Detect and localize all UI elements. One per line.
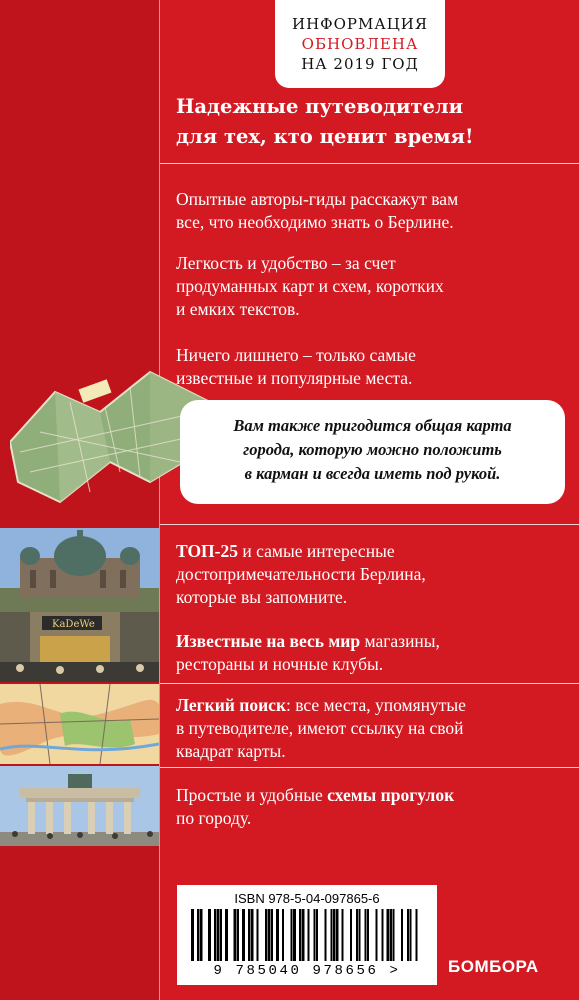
- tagline: [176, 92, 576, 152]
- feature-text: магазины,: [360, 631, 440, 651]
- barcode-bar: [271, 909, 273, 961]
- isbn-text: ISBN 978-5-04-097865-6: [234, 891, 380, 906]
- callout-line: в карман и всегда иметь под рукой.: [244, 464, 501, 483]
- feature-line: квадрат карты.: [176, 741, 286, 761]
- barcode-bar: [191, 909, 194, 961]
- feature-line: достопримечательности Берлина,: [176, 564, 426, 584]
- divider-line: [160, 683, 579, 684]
- barcode-bar: [293, 909, 296, 961]
- paragraph-authors: [176, 188, 571, 234]
- divider-line: [160, 163, 579, 164]
- barcode-bar: [214, 909, 216, 961]
- barcode-digits: 9 785040 978656 >: [213, 963, 401, 979]
- kadewe-photo: [0, 612, 159, 682]
- barcode-bar: [314, 909, 316, 961]
- paragraph-line: Опытные авторы-гиды расскажут вам: [176, 189, 459, 209]
- barcode-bar: [200, 909, 203, 961]
- barcode-bar: [376, 909, 378, 961]
- barcode-bar: [299, 909, 301, 961]
- barcode-bar: [407, 909, 409, 961]
- paragraph-line: и емких текстов.: [176, 299, 300, 319]
- feature-text: Простые и удобные: [176, 785, 328, 805]
- feature-line: [176, 630, 576, 653]
- info-updated-box: [275, 0, 445, 88]
- paragraph-line: все, что необходимо знать о Берлине.: [176, 212, 454, 232]
- barcode-bar: [316, 909, 318, 961]
- barcode-bar: [350, 909, 352, 961]
- feature-top25: [176, 540, 576, 609]
- cathedral-photo: [0, 528, 159, 612]
- barcode-bar: [331, 909, 333, 961]
- feature-line: в путеводителе, имеют ссылку на свой: [176, 718, 464, 738]
- publisher-logo: БОМБОРА: [448, 957, 539, 976]
- barcode-bar: [302, 909, 305, 961]
- barcode-bar: [257, 909, 259, 961]
- barcode-bar: [333, 909, 335, 961]
- map-callout: [180, 400, 565, 504]
- paragraph-line: Легкость и удобство – за счет: [176, 253, 396, 273]
- feature-text: и самые интересные: [238, 541, 395, 561]
- barcode-bar: [342, 909, 344, 961]
- barcode-bar: [308, 909, 310, 961]
- barcode-bar: [237, 909, 239, 961]
- feature-line: которые вы запомните.: [176, 587, 348, 607]
- barcode-bar: [382, 909, 384, 961]
- barcode-bar: [197, 909, 199, 961]
- feature-bold: Известные на весь мир: [176, 631, 361, 651]
- info-line-3: НА 2019 ГОД: [301, 55, 419, 73]
- barcode-bar: [208, 909, 211, 961]
- tagline-line-1: Надежные путеводители: [176, 95, 464, 118]
- paragraph-ease: [176, 252, 571, 321]
- barcode-bar: [365, 909, 367, 961]
- paragraph-nothing-extra: [176, 344, 571, 390]
- feature-text: : все места, упомянутые: [286, 695, 466, 715]
- barcode-bar: [217, 909, 220, 961]
- feature-line: [176, 694, 576, 717]
- feature-line: [176, 540, 576, 563]
- barcode-bar: [225, 909, 228, 961]
- feature-line: [176, 784, 576, 807]
- tagline-line-2: для тех, кто ценит время!: [176, 125, 474, 148]
- barcode-bar: [387, 909, 390, 961]
- info-line-1: ИНФОРМАЦИЯ: [292, 15, 428, 33]
- city-map-photo: [0, 684, 159, 764]
- divider-line: [160, 767, 579, 768]
- barcode-bar: [390, 909, 392, 961]
- barcode-bar: [276, 909, 279, 961]
- feature-shops: [176, 630, 576, 676]
- divider-line: [160, 524, 579, 525]
- barcode-bar: [265, 909, 267, 961]
- barcode-bar: [416, 909, 418, 961]
- barcode-bar: [393, 909, 395, 961]
- barcode-bar: [401, 909, 403, 961]
- paragraph-line: продуманных карт и схем, коротких: [176, 276, 444, 296]
- barcode-bar: [367, 909, 369, 961]
- barcode-bar: [325, 909, 327, 961]
- callout-line: города, которую можно положить: [243, 440, 502, 459]
- barcode-bar: [251, 909, 254, 961]
- info-line-2: ОБНОВЛЕНА: [301, 35, 419, 53]
- feature-bold: Легкий поиск: [176, 695, 287, 715]
- barcode-icon: [191, 909, 423, 961]
- feature-bold: схемы прогулок: [327, 785, 455, 805]
- svg-text:KaDeWe: KaDeWe: [52, 619, 95, 630]
- barcode-bar: [336, 909, 339, 961]
- paragraph-line: известные и популярные места.: [176, 368, 413, 388]
- barcode-bar: [248, 909, 250, 961]
- feature-bold: ТОП-25: [176, 541, 238, 561]
- feature-line: по городу.: [176, 808, 252, 828]
- barcode-bar: [268, 909, 271, 961]
- barcode-bar: [234, 909, 237, 961]
- paragraph-line: Ничего лишнего – только самые: [176, 345, 416, 365]
- feature-line: рестораны и ночные клубы.: [176, 654, 384, 674]
- barcode-bar: [359, 909, 361, 961]
- barcode-bar: [282, 909, 284, 961]
- barcode-bar: [242, 909, 245, 961]
- barcode-bar: [410, 909, 412, 961]
- barcode-bar: [291, 909, 293, 961]
- barcode-bar: [220, 909, 222, 961]
- feature-walks: [176, 784, 576, 830]
- callout-line: Вам также пригодится общая карта: [233, 416, 512, 435]
- brandenburg-gate-photo: [0, 766, 159, 846]
- barcode-bar: [356, 909, 358, 961]
- barcode-box: [177, 885, 437, 985]
- feature-search: [176, 694, 576, 763]
